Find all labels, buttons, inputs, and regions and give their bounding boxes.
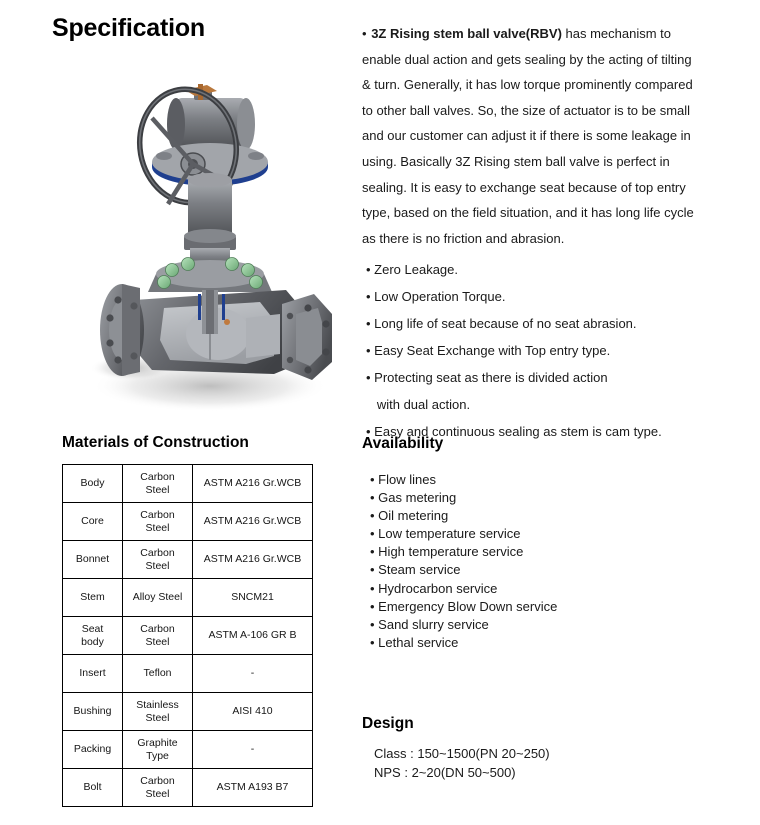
design-values (374, 745, 550, 782)
cell-material: Carbon Steel (123, 465, 193, 503)
cell-spec: ASTM A216 Gr.WCB (193, 465, 313, 503)
table-row (63, 465, 313, 503)
intro-paragraph (362, 21, 702, 251)
product-name: 3Z Rising stem ball valve(RBV) (371, 26, 562, 41)
availability-heading: Availability (362, 435, 444, 452)
cell-spec: - (193, 655, 313, 693)
list-item: • Easy and continuous sealing as stem is cam type. (366, 424, 662, 439)
bonnet-flange (148, 258, 272, 293)
cell-part: Seat body (63, 617, 123, 655)
availability-list (370, 471, 557, 652)
design-class-line: Class : 150~1500(PN 20~250) (374, 746, 550, 761)
seal-stripe-right (222, 294, 225, 320)
seal-stripe-left (198, 294, 201, 320)
cell-spec: ASTM A193 B7 (193, 769, 313, 807)
cell-material: Graphite Type (123, 731, 193, 769)
list-item: • Gas metering (370, 490, 457, 506)
page-title: Specification (52, 14, 205, 42)
materials-heading: Materials of Construction (62, 434, 249, 451)
cell-material: Teflon (123, 655, 193, 693)
bonnet-column (184, 173, 236, 270)
intro-body: has mechanism to enable dual action and gets sealing by the acting of tilting & turn. Generally, it has low torque prominently compared to other ball valves. So, the size of actuator is to be small and our customer can adjust it if there is some leakage in using. Basically 3Z Rising stem ball valve is perfect in sealing. It is easy to exchange seat because of top entry type, based on the field situation, and it has long life cycle as there is no friction and abrasion. (362, 26, 694, 246)
materials-table (62, 464, 313, 807)
table-row (63, 693, 313, 731)
copper-detail (224, 319, 230, 325)
cell-material: Stainless Steel (123, 693, 193, 731)
table-row (63, 731, 313, 769)
cell-part: Bushing (63, 693, 123, 731)
inlet-flange (100, 284, 144, 376)
list-item: • Protecting seat as there is divided action (366, 370, 608, 385)
table-row (63, 541, 313, 579)
design-heading: Design (362, 715, 414, 732)
list-item: with dual action. (366, 397, 471, 412)
cell-part: Packing (63, 731, 123, 769)
cell-part: Body (63, 465, 123, 503)
feature-list (366, 256, 756, 445)
cell-part: Core (63, 503, 123, 541)
table-row (63, 655, 313, 693)
cell-spec: - (193, 731, 313, 769)
cell-material: Carbon Steel (123, 617, 193, 655)
valve-cutaway-drawing (60, 68, 350, 418)
list-item: • Flow lines (370, 472, 436, 487)
list-item: • Lethal service (370, 634, 459, 650)
cell-spec: ASTM A-106 GR B (193, 617, 313, 655)
cell-material: Carbon Steel (123, 541, 193, 579)
valve-body (130, 290, 308, 374)
table-row (63, 579, 313, 617)
cell-part: Stem (63, 579, 123, 617)
list-item: • Sand slurry service (370, 616, 489, 632)
table-row (63, 769, 313, 807)
cell-material: Alloy Steel (123, 579, 193, 617)
cell-spec: AISI 410 (193, 693, 313, 731)
right-column (362, 0, 760, 825)
list-item: • Emergency Blow Down service (370, 598, 558, 614)
table-row (63, 503, 313, 541)
table-row (63, 617, 313, 655)
list-item: • High temperature service (370, 544, 524, 560)
left-column (0, 0, 350, 825)
cell-part: Bolt (63, 769, 123, 807)
outlet-flange (282, 294, 332, 380)
cell-material: Carbon Steel (123, 769, 193, 807)
cell-part: Bonnet (63, 541, 123, 579)
materials-table-body (63, 465, 313, 807)
cell-part: Insert (63, 655, 123, 693)
list-item: • Low temperature service (370, 526, 521, 542)
list-item: • Long life of seat because of no seat abrasion. (366, 316, 637, 331)
list-item: • Steam service (370, 562, 461, 578)
cell-spec: ASTM A216 Gr.WCB (193, 541, 313, 579)
design-nps-line: NPS : 2~20(DN 50~500) (374, 764, 516, 780)
list-item: • Hydrocarbon service (370, 580, 498, 596)
list-item: • Oil metering (370, 508, 449, 524)
list-item: • Zero Leakage. (366, 262, 458, 277)
list-item: • Easy Seat Exchange with Top entry type. (366, 343, 611, 358)
valve-illustration (60, 68, 350, 418)
list-item: • Low Operation Torque. (366, 289, 506, 304)
cell-spec: ASTM A216 Gr.WCB (193, 503, 313, 541)
intro-bullet: • (362, 26, 368, 41)
cell-spec: SNCM21 (193, 579, 313, 617)
cell-material: Carbon Steel (123, 503, 193, 541)
